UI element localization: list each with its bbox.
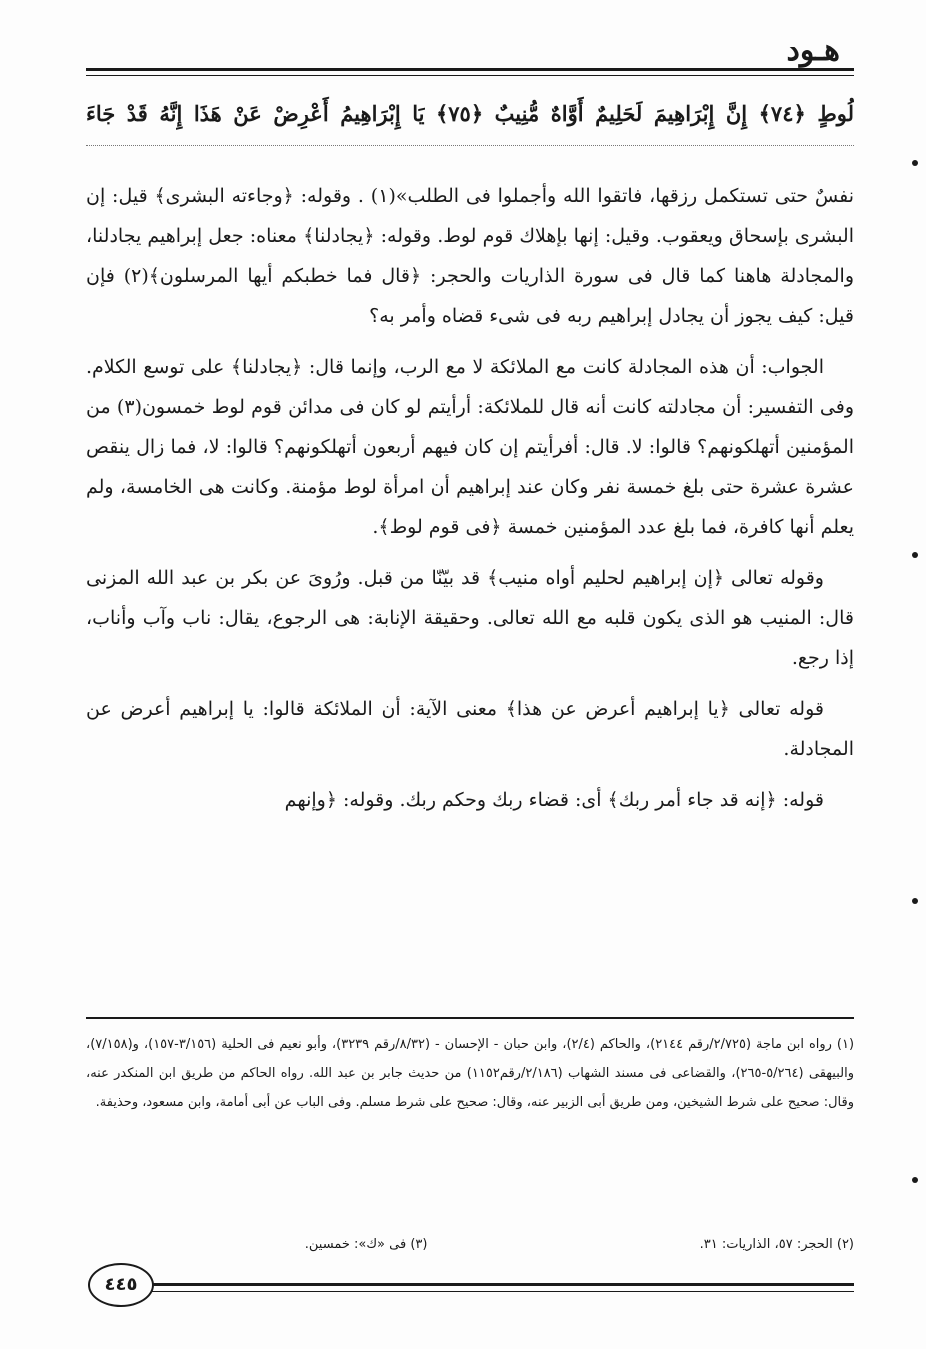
header-rule-thin xyxy=(86,75,854,76)
footnote-2: (٢) الحجر: ٥٧، الذاريات: ٣١. xyxy=(699,1237,854,1252)
paragraph: قوله: ﴿إنه قد جاء أمر ربك﴾ أى: قضاء ربك وحكم ربك. وقوله: ﴿وإنهم xyxy=(284,789,824,811)
footer-rule-thin xyxy=(152,1291,854,1292)
paragraph: الجواب: أن هذه المجادلة كانت مع الملائكة لا مع الرب، وإنما قال: ﴿يجادلنا﴾ على توسع الكلام. وفى التفسير: أن مجادلته كانت أنه قال للملائكة: أرأيتم لو كان فى مدائن قوم لوط خمسون(٣) من المؤمنين أتهلكونهم؟ قالوا: لا. قال: أفرأيتم إن كان فيهم أربعون أتهلكونهم؟ قالوا: لا، فما زال ينقص عشرة عشرة حتى بلغ خمسة نفر وكان عند إبراهيم أن امرأة لوط مؤمنة. وكانت هى الخامسة، ولم يعلم أنها كافرة، فما بلغ عدد المؤمنين خمسة ﴿فى قوم لوط﴾. xyxy=(86,356,855,538)
paragraph: نفسٌ حتى تستكمل رزقها، فاتقوا الله وأجملوا فى الطلب»(١) . وقوله: ﴿وجاءته البشرى﴾ قيل: إن البشرى بإسحاق ويعقوب. وقيل: إنها بإهلاك قوم لوط. وقوله: ﴿يجادلنا﴾ معناه: جعل إبراهيم يجادلنا، والمجادلة هاهنا كما قال فى سورة الذاريات والحجر: ﴿قال فما خطبكم أيها المرسلون﴾(٢) فإن قيل: كيف يجوز أن يجادل إبراهيم ربه فى شىء قضاه وأمر به؟ xyxy=(86,185,854,327)
footnotes-row xyxy=(86,1234,854,1256)
margin-dot xyxy=(912,160,918,166)
footnote-rule xyxy=(86,1017,854,1019)
surah-title: هـود xyxy=(786,33,840,68)
margin-dot xyxy=(912,898,918,904)
commentary-body xyxy=(86,176,854,831)
margin-dot xyxy=(912,552,918,558)
margin-dot xyxy=(912,1177,918,1183)
verse-separator xyxy=(86,145,854,146)
header-rule-thick xyxy=(86,68,854,71)
page-number: ٤٤٥ xyxy=(88,1263,154,1307)
paragraph: وقوله تعالى ﴿إن إبراهيم لحليم أواه منيب﴾ قد بيّنّا من قبل. ورُوىَ عن بكر بن عبد الله المزنى قال: المنيب هو الذى يكون قلبه مع الله تعالى. وحقيقة الإنابة: هى الرجوع، يقال: ناب وآب وأناب، إذا رجع. xyxy=(86,567,854,669)
paragraph: قوله تعالى ﴿يا إبراهيم أعرض عن هذا﴾ معنى الآية: أن الملائكة قالوا: يا إبراهيم أعرض عن المجادلة. xyxy=(86,698,854,760)
quran-verse-line: لُوطٍ ﴿٧٤﴾ إِنَّ إِبْرَاهِيمَ لَحَلِيمٌ أَوَّاهٌ مُّنِيبٌ ﴿٧٥﴾ يَا إِبْرَاهِيمُ أَعْرِضْ عَنْ هَذَا إِنَّهُ قَدْ جَاءَ xyxy=(86,101,854,126)
footnotes xyxy=(86,1030,854,1117)
footnote-3: (٣) فى «ك»: خمسين. xyxy=(304,1237,428,1252)
footer-rule-thick xyxy=(152,1283,854,1286)
footnote-1: (١) رواه ابن ماجة (٢/٧٢٥/رقم ٢١٤٤)، والحاكم (٢/٤)، وابن حبان - الإحسان - (٨/٣٢/رقم ٣٢٣٩)، وأبو نعيم فى الحلية (٣/١٥٦-١٥٧)، و(٧/١٥٨)، والبيهقى (٥/٢٦٤-٢٦٥)، والقضاعى فى مسند الشهاب (٢/١٨٦/رقم١١٥٢) من حديث جابر بن عبد الله. رواه الحاكم من طريق ابن المنكدر عنه، وقال: صحيح على شرط الشيخين، ومن طريق أبى الزبير عنه، وقال: صحيح على شرط مسلم. وفى الباب عن أبى أمامة، وابن مسعود، وحذيفة. xyxy=(86,1037,855,1110)
